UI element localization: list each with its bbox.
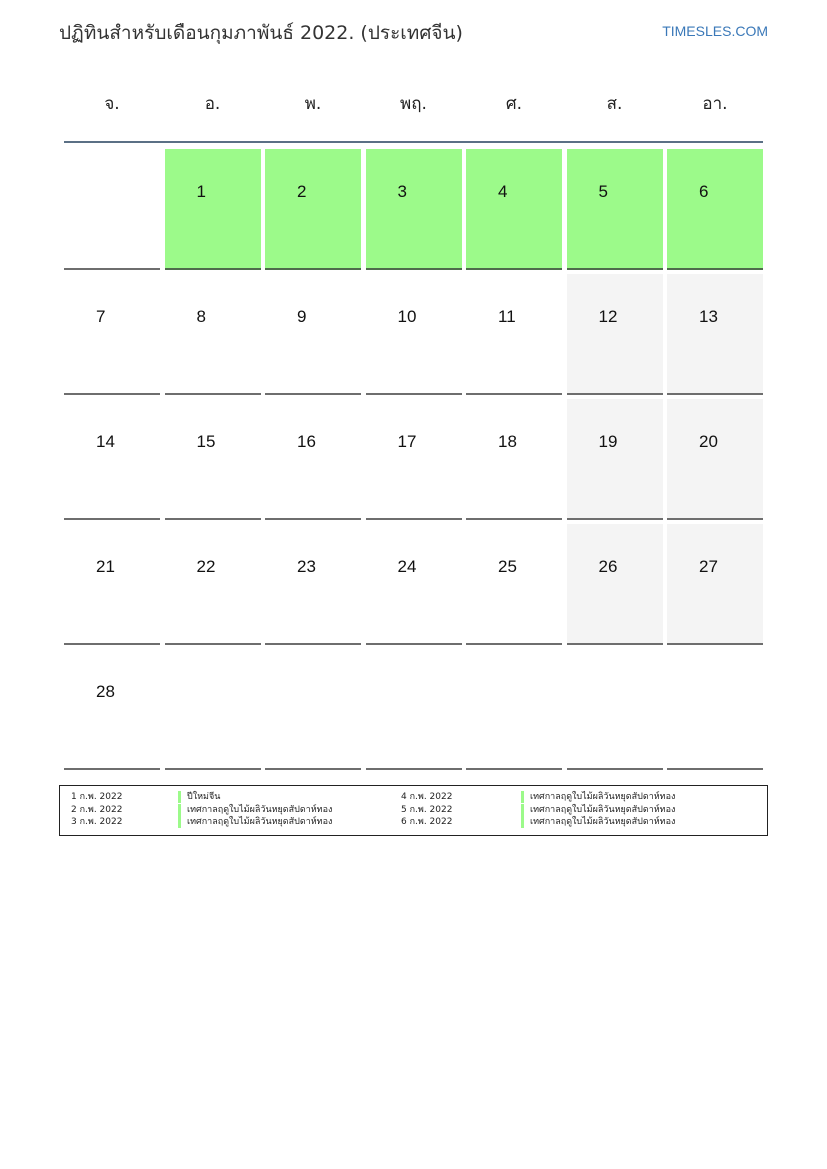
- day-cell: [466, 399, 562, 520]
- day-number: 6: [699, 182, 709, 201]
- day-cell: [667, 399, 763, 520]
- legend-holiday-name: เทศกาลฤดูใบไม้ผลิวันหยุดสัปดาห์ทอง: [521, 804, 675, 816]
- day-number: 26: [598, 557, 618, 576]
- day-cell: [567, 524, 663, 645]
- day-number: 8: [196, 307, 206, 326]
- day-number: 2: [297, 182, 307, 201]
- legend-holiday-name: เทศกาลฤดูใบไม้ผลิวันหยุดสัปดาห์ทอง: [178, 804, 332, 816]
- day-number: 17: [397, 432, 417, 451]
- day-number: 24: [397, 557, 417, 576]
- legend-item: [71, 791, 401, 803]
- brand-link[interactable]: TIMESLES.COM: [662, 23, 768, 39]
- weekday-fri: ศ.: [505, 94, 523, 114]
- day-number: 9: [297, 307, 307, 326]
- legend-item: [71, 816, 401, 828]
- day-number: 20: [699, 432, 718, 451]
- day-cell: [466, 274, 562, 395]
- empty-cell: [165, 649, 261, 770]
- empty-cell: [667, 649, 763, 770]
- day-number: 13: [699, 307, 718, 326]
- day-cell: [667, 524, 763, 645]
- day-cell: [366, 274, 462, 395]
- header-divider: [64, 141, 763, 143]
- legend-holiday-name: ปีใหม่จีน: [178, 791, 220, 803]
- legend-item: [401, 804, 741, 816]
- weekday-thu: พฤ.: [400, 94, 427, 114]
- day-cell: [265, 149, 361, 270]
- day-cell: [64, 524, 160, 645]
- day-number: 25: [498, 557, 517, 576]
- legend-holiday-name: เทศกาลฤดูใบไม้ผลิวันหยุดสัปดาห์ทอง: [521, 791, 675, 803]
- legend-date: 5 ก.พ. 2022: [401, 805, 453, 815]
- day-number: 18: [498, 432, 517, 451]
- day-number: 5: [598, 182, 608, 201]
- day-number: 15: [196, 432, 216, 451]
- day-cell: [567, 149, 663, 270]
- legend-date: 1 ก.พ. 2022: [71, 792, 123, 802]
- day-number: 12: [598, 307, 618, 326]
- weekday-sun: อา.: [702, 94, 728, 114]
- day-cell: [466, 149, 562, 270]
- day-cell: [265, 524, 361, 645]
- legend-holiday-name: เทศกาลฤดูใบไม้ผลิวันหยุดสัปดาห์ทอง: [521, 816, 675, 828]
- day-number: 11: [498, 307, 516, 326]
- legend-date: 4 ก.พ. 2022: [401, 792, 453, 802]
- day-cell: [366, 149, 462, 270]
- day-cell: [64, 274, 160, 395]
- day-cell: [366, 399, 462, 520]
- day-cell: [64, 649, 160, 770]
- legend-item: [401, 791, 741, 803]
- legend-item: [71, 804, 401, 816]
- weekday-wed: พ.: [304, 94, 322, 114]
- day-cell: [64, 399, 160, 520]
- day-cell: [165, 149, 261, 270]
- empty-cell: [567, 649, 663, 770]
- legend-item: [401, 816, 741, 828]
- day-number: 3: [397, 182, 407, 201]
- day-number: 21: [96, 557, 115, 576]
- page-title: ปฏิทินสำหรับเดือนกุมภาพันธ์ 2022. (ประเทศจีน): [59, 22, 463, 44]
- day-number: 4: [498, 182, 508, 201]
- empty-cell: [265, 649, 361, 770]
- weekday-sat: ส.: [606, 94, 623, 114]
- legend-holiday-name: เทศกาลฤดูใบไม้ผลิวันหยุดสัปดาห์ทอง: [178, 816, 332, 828]
- day-cell: [567, 399, 663, 520]
- day-cell: [366, 524, 462, 645]
- weekday-tue: อ.: [204, 94, 221, 114]
- holiday-legend: [59, 785, 768, 836]
- empty-cell: [366, 649, 462, 770]
- legend-date: 2 ก.พ. 2022: [71, 805, 123, 815]
- day-number: 22: [196, 557, 216, 576]
- day-cell: [567, 274, 663, 395]
- day-number: 27: [699, 557, 718, 576]
- day-cell: [265, 399, 361, 520]
- day-number: 7: [96, 307, 106, 326]
- day-cell: [165, 399, 261, 520]
- day-number: 10: [397, 307, 417, 326]
- legend-date: 3 ก.พ. 2022: [71, 817, 123, 827]
- weekday-mon: จ.: [104, 94, 120, 114]
- day-cell: [466, 524, 562, 645]
- day-number: 16: [297, 432, 316, 451]
- day-number: 19: [598, 432, 618, 451]
- day-number: 1: [196, 182, 206, 201]
- day-cell: [667, 149, 763, 270]
- legend-date: 6 ก.พ. 2022: [401, 817, 453, 827]
- day-cell: [165, 524, 261, 645]
- day-number: 23: [297, 557, 316, 576]
- weekday-header: [64, 90, 763, 120]
- day-number: 14: [96, 432, 115, 451]
- day-cell: [265, 274, 361, 395]
- empty-cell: [64, 149, 160, 270]
- empty-cell: [466, 649, 562, 770]
- day-cell: [667, 274, 763, 395]
- day-number: 28: [96, 682, 115, 701]
- day-cell: [165, 274, 261, 395]
